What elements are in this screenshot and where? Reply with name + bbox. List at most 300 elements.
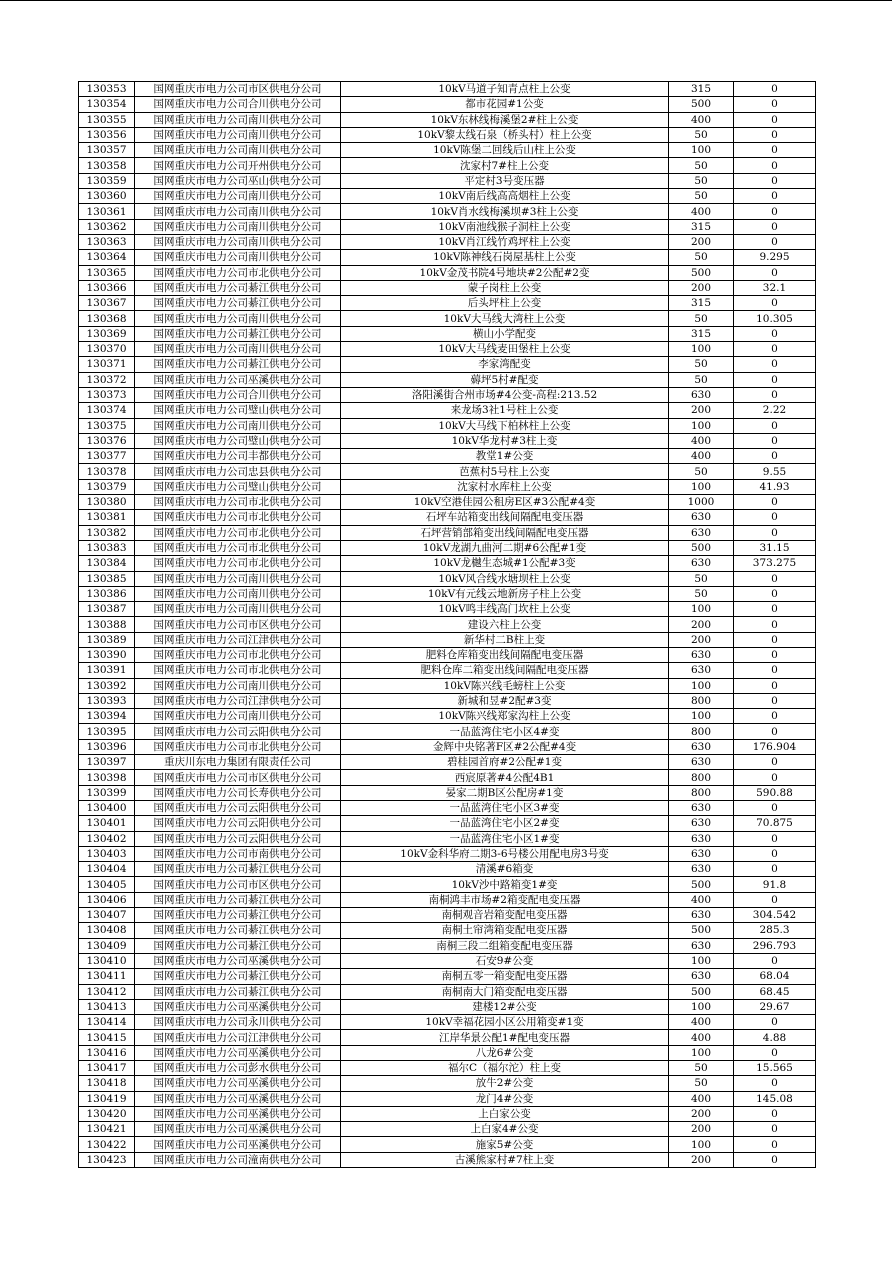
company-cell: 重庆川东电力集团有限责任公司 bbox=[135, 755, 341, 770]
row-id-cell: 130409 bbox=[79, 938, 135, 953]
row-id-cell: 130380 bbox=[79, 495, 135, 510]
value-cell: 0 bbox=[734, 219, 816, 234]
page-top-rule bbox=[0, 0, 892, 1]
transformer-name-cell: 八龙6#公变 bbox=[341, 1045, 669, 1060]
capacity-cell: 630 bbox=[669, 556, 734, 571]
row-id-cell: 130390 bbox=[79, 647, 135, 662]
company-cell: 国网重庆市电力公司巫溪供电分公司 bbox=[135, 372, 341, 387]
row-id-cell: 130419 bbox=[79, 1091, 135, 1106]
company-cell: 国网重庆市电力公司綦江供电分公司 bbox=[135, 938, 341, 953]
value-cell: 0 bbox=[734, 1152, 816, 1167]
table-row bbox=[79, 342, 816, 357]
value-cell: 2.22 bbox=[734, 403, 816, 418]
capacity-cell: 630 bbox=[669, 816, 734, 831]
transformer-name-cell: 石安9#公变 bbox=[341, 953, 669, 968]
company-cell: 国网重庆市电力公司巫溪供电分公司 bbox=[135, 1076, 341, 1091]
row-id-cell: 130360 bbox=[79, 189, 135, 204]
capacity-cell: 100 bbox=[669, 342, 734, 357]
table-row bbox=[79, 693, 816, 708]
row-id-cell: 130353 bbox=[79, 82, 135, 97]
transformer-name-cell: 10kV幸福花园小区公用箱变#1变 bbox=[341, 1015, 669, 1030]
company-cell: 国网重庆市电力公司巫溪供电分公司 bbox=[135, 1045, 341, 1060]
capacity-cell: 100 bbox=[669, 999, 734, 1014]
company-cell: 国网重庆市电力公司云阳供电分公司 bbox=[135, 831, 341, 846]
value-cell: 0 bbox=[734, 296, 816, 311]
row-id-cell: 130421 bbox=[79, 1122, 135, 1137]
capacity-cell: 630 bbox=[669, 755, 734, 770]
capacity-cell: 800 bbox=[669, 693, 734, 708]
row-id-cell: 130363 bbox=[79, 234, 135, 249]
value-cell: 0 bbox=[734, 97, 816, 112]
transformer-name-cell: 龙门4#公变 bbox=[341, 1091, 669, 1106]
company-cell: 国网重庆市电力公司巫溪供电分公司 bbox=[135, 1137, 341, 1152]
table-row bbox=[79, 632, 816, 647]
transformer-name-cell: 10kV鸣丰线高门坎柱上公变 bbox=[341, 602, 669, 617]
capacity-cell: 100 bbox=[669, 1137, 734, 1152]
company-cell: 国网重庆市电力公司南川供电分公司 bbox=[135, 602, 341, 617]
value-cell: 0 bbox=[734, 1122, 816, 1137]
value-cell: 0 bbox=[734, 678, 816, 693]
table-row bbox=[79, 495, 816, 510]
row-id-cell: 130355 bbox=[79, 112, 135, 127]
value-cell: 0 bbox=[734, 234, 816, 249]
table-row bbox=[79, 326, 816, 341]
row-id-cell: 130422 bbox=[79, 1137, 135, 1152]
table-row bbox=[79, 1015, 816, 1030]
value-cell: 0 bbox=[734, 571, 816, 586]
value-cell: 68.04 bbox=[734, 969, 816, 984]
company-cell: 国网重庆市电力公司巫溪供电分公司 bbox=[135, 1091, 341, 1106]
company-cell: 国网重庆市电力公司市北供电分公司 bbox=[135, 739, 341, 754]
capacity-cell: 400 bbox=[669, 112, 734, 127]
row-id-cell: 130396 bbox=[79, 739, 135, 754]
transformer-name-cell: 新城和昱#2配#3变 bbox=[341, 693, 669, 708]
table-row bbox=[79, 770, 816, 785]
transformer-name-cell: 来龙场3社1号柱上公变 bbox=[341, 403, 669, 418]
capacity-cell: 100 bbox=[669, 1045, 734, 1060]
value-cell: 0 bbox=[734, 617, 816, 632]
row-id-cell: 130365 bbox=[79, 265, 135, 280]
company-cell: 国网重庆市电力公司綦江供电分公司 bbox=[135, 908, 341, 923]
value-cell: 0 bbox=[734, 372, 816, 387]
row-id-cell: 130383 bbox=[79, 540, 135, 555]
company-cell: 国网重庆市电力公司南川供电分公司 bbox=[135, 571, 341, 586]
row-id-cell: 130406 bbox=[79, 892, 135, 907]
value-cell: 9.55 bbox=[734, 464, 816, 479]
transformer-name-cell: 平定村3号变压器 bbox=[341, 173, 669, 188]
value-cell: 590.88 bbox=[734, 785, 816, 800]
table-row bbox=[79, 189, 816, 204]
company-cell: 国网重庆市电力公司綦江供电分公司 bbox=[135, 969, 341, 984]
row-id-cell: 130391 bbox=[79, 663, 135, 678]
transformer-name-cell: 10kV陈兴线郑家沟柱上公变 bbox=[341, 709, 669, 724]
table-row bbox=[79, 709, 816, 724]
transformer-name-cell: 10kV陈神线石岗屋基柱上公变 bbox=[341, 250, 669, 265]
capacity-cell: 315 bbox=[669, 219, 734, 234]
table-row bbox=[79, 923, 816, 938]
value-cell: 0 bbox=[734, 724, 816, 739]
table-row bbox=[79, 296, 816, 311]
row-id-cell: 130356 bbox=[79, 127, 135, 142]
company-cell: 国网重庆市电力公司巫溪供电分公司 bbox=[135, 953, 341, 968]
value-cell: 0 bbox=[734, 1106, 816, 1121]
row-id-cell: 130371 bbox=[79, 357, 135, 372]
table-row bbox=[79, 280, 816, 295]
capacity-cell: 630 bbox=[669, 831, 734, 846]
capacity-cell: 630 bbox=[669, 938, 734, 953]
table-row bbox=[79, 418, 816, 433]
company-cell: 国网重庆市电力公司市北供电分公司 bbox=[135, 647, 341, 662]
company-cell: 国网重庆市电力公司南川供电分公司 bbox=[135, 418, 341, 433]
table-row bbox=[79, 755, 816, 770]
transformer-name-cell: 一品蓝湾住宅小区3#变 bbox=[341, 800, 669, 815]
transformer-name-cell: 古溪熊家村#7柱上变 bbox=[341, 1152, 669, 1167]
row-id-cell: 130410 bbox=[79, 953, 135, 968]
capacity-cell: 315 bbox=[669, 296, 734, 311]
table-row bbox=[79, 540, 816, 555]
transformer-name-cell: 10kV龙樾生态城#1公配#3变 bbox=[341, 556, 669, 571]
capacity-cell: 630 bbox=[669, 663, 734, 678]
table-row bbox=[79, 357, 816, 372]
company-cell: 国网重庆市电力公司巫溪供电分公司 bbox=[135, 999, 341, 1014]
row-id-cell: 130395 bbox=[79, 724, 135, 739]
transformer-name-cell: 10kV肖水线梅溪坝#3柱上公变 bbox=[341, 204, 669, 219]
table-row bbox=[79, 571, 816, 586]
table-row bbox=[79, 877, 816, 892]
transformer-name-cell: 西宸原著#4公配4B1 bbox=[341, 770, 669, 785]
value-cell: 0 bbox=[734, 495, 816, 510]
transformer-name-cell: 教堂1#公变 bbox=[341, 449, 669, 464]
table-row bbox=[79, 999, 816, 1014]
capacity-cell: 630 bbox=[669, 525, 734, 540]
table-row bbox=[79, 1045, 816, 1060]
value-cell: 0 bbox=[734, 189, 816, 204]
table-row bbox=[79, 602, 816, 617]
table-row bbox=[79, 158, 816, 173]
value-cell: 0 bbox=[734, 433, 816, 448]
row-id-cell: 130414 bbox=[79, 1015, 135, 1030]
row-id-cell: 130417 bbox=[79, 1061, 135, 1076]
row-id-cell: 130382 bbox=[79, 525, 135, 540]
row-id-cell: 130408 bbox=[79, 923, 135, 938]
transformer-name-cell: 10kV有元线云地新房子柱上公变 bbox=[341, 586, 669, 601]
row-id-cell: 130392 bbox=[79, 678, 135, 693]
company-cell: 国网重庆市电力公司璧山供电分公司 bbox=[135, 479, 341, 494]
table-row bbox=[79, 938, 816, 953]
capacity-cell: 50 bbox=[669, 250, 734, 265]
transformer-name-cell: 10kV龙湖九曲河二期#6公配#1变 bbox=[341, 540, 669, 555]
transformer-name-cell: 横山小学配变 bbox=[341, 326, 669, 341]
value-cell: 10.305 bbox=[734, 311, 816, 326]
company-cell: 国网重庆市电力公司市北供电分公司 bbox=[135, 556, 341, 571]
value-cell: 304.542 bbox=[734, 908, 816, 923]
transformer-name-cell: 石坪车站箱变出线间隔配电变压器 bbox=[341, 510, 669, 525]
transformer-name-cell: 10kV金茂书院4号地块#2公配#2变 bbox=[341, 265, 669, 280]
table-row bbox=[79, 862, 816, 877]
capacity-cell: 100 bbox=[669, 709, 734, 724]
transformer-name-cell: 建设六柱上公变 bbox=[341, 617, 669, 632]
value-cell: 31.15 bbox=[734, 540, 816, 555]
table-row bbox=[79, 556, 816, 571]
value-cell: 15.565 bbox=[734, 1061, 816, 1076]
value-cell: 68.45 bbox=[734, 984, 816, 999]
row-id-cell: 130397 bbox=[79, 755, 135, 770]
row-id-cell: 130374 bbox=[79, 403, 135, 418]
value-cell: 0 bbox=[734, 602, 816, 617]
value-cell: 0 bbox=[734, 709, 816, 724]
table-row bbox=[79, 82, 816, 97]
company-cell: 国网重庆市电力公司南川供电分公司 bbox=[135, 127, 341, 142]
transformer-name-cell: 10kV大马线麦田堡柱上公变 bbox=[341, 342, 669, 357]
row-id-cell: 130423 bbox=[79, 1152, 135, 1167]
value-cell: 0 bbox=[734, 112, 816, 127]
value-cell: 176.904 bbox=[734, 739, 816, 754]
company-cell: 国网重庆市电力公司綦江供电分公司 bbox=[135, 923, 341, 938]
company-cell: 国网重庆市电力公司市区供电分公司 bbox=[135, 770, 341, 785]
transformer-name-cell: 金辉中央铭著F区#2公配#4变 bbox=[341, 739, 669, 754]
table-row bbox=[79, 143, 816, 158]
capacity-cell: 100 bbox=[669, 479, 734, 494]
company-cell: 国网重庆市电力公司璧山供电分公司 bbox=[135, 403, 341, 418]
row-id-cell: 130369 bbox=[79, 326, 135, 341]
transformer-name-cell: 10kV华龙村#3柱上变 bbox=[341, 433, 669, 448]
value-cell: 0 bbox=[734, 831, 816, 846]
table-row bbox=[79, 525, 816, 540]
row-id-cell: 130398 bbox=[79, 770, 135, 785]
transformer-name-cell: 南桐五零一箱变配电变压器 bbox=[341, 969, 669, 984]
transformer-name-cell: 10kV陈兴线毛螃柱上公变 bbox=[341, 678, 669, 693]
transformer-name-cell: 都市花园#1公变 bbox=[341, 97, 669, 112]
company-cell: 国网重庆市电力公司市北供电分公司 bbox=[135, 265, 341, 280]
company-cell: 国网重庆市电力公司合川供电分公司 bbox=[135, 387, 341, 402]
company-cell: 国网重庆市电力公司云阳供电分公司 bbox=[135, 816, 341, 831]
table-row bbox=[79, 908, 816, 923]
table-row bbox=[79, 173, 816, 188]
company-cell: 国网重庆市电力公司合川供电分公司 bbox=[135, 97, 341, 112]
capacity-cell: 200 bbox=[669, 1152, 734, 1167]
transformer-name-cell: 一品蓝湾住宅小区2#变 bbox=[341, 816, 669, 831]
transformer-name-cell: 10kV南后线高高烟柱上公变 bbox=[341, 189, 669, 204]
table-row bbox=[79, 800, 816, 815]
company-cell: 国网重庆市电力公司綦江供电分公司 bbox=[135, 984, 341, 999]
transformer-name-cell: 上白家公变 bbox=[341, 1106, 669, 1121]
capacity-cell: 630 bbox=[669, 647, 734, 662]
transformer-name-cell: 肥料仓库箱变出线间隔配电变压器 bbox=[341, 647, 669, 662]
table-row bbox=[79, 311, 816, 326]
transformer-name-cell: 建楼12#公变 bbox=[341, 999, 669, 1014]
table-row bbox=[79, 586, 816, 601]
value-cell: 0 bbox=[734, 586, 816, 601]
row-id-cell: 130401 bbox=[79, 816, 135, 831]
row-id-cell: 130381 bbox=[79, 510, 135, 525]
table-row bbox=[79, 387, 816, 402]
company-cell: 国网重庆市电力公司南川供电分公司 bbox=[135, 189, 341, 204]
value-cell: 29.67 bbox=[734, 999, 816, 1014]
value-cell: 373.275 bbox=[734, 556, 816, 571]
transformer-name-cell: 李家湾配变 bbox=[341, 357, 669, 372]
transformer-name-cell: 放牛2#公变 bbox=[341, 1076, 669, 1091]
value-cell: 0 bbox=[734, 387, 816, 402]
table-row bbox=[79, 234, 816, 249]
value-cell: 0 bbox=[734, 647, 816, 662]
transformer-name-cell: 10kV空港佳园公租房E区#3公配#4变 bbox=[341, 495, 669, 510]
company-cell: 国网重庆市电力公司丰都供电分公司 bbox=[135, 449, 341, 464]
transformer-name-cell: 10kV金科华府二期3-6号楼公用配电房3号变 bbox=[341, 846, 669, 861]
row-id-cell: 130413 bbox=[79, 999, 135, 1014]
company-cell: 国网重庆市电力公司忠县供电分公司 bbox=[135, 464, 341, 479]
value-cell: 0 bbox=[734, 846, 816, 861]
table-row bbox=[79, 1076, 816, 1091]
capacity-cell: 100 bbox=[669, 418, 734, 433]
value-cell: 296.793 bbox=[734, 938, 816, 953]
table-row bbox=[79, 739, 816, 754]
value-cell: 0 bbox=[734, 1137, 816, 1152]
transformer-name-cell: 10kV黎太线石泉（桥头村）柱上公变 bbox=[341, 127, 669, 142]
capacity-cell: 50 bbox=[669, 311, 734, 326]
row-id-cell: 130379 bbox=[79, 479, 135, 494]
row-id-cell: 130415 bbox=[79, 1030, 135, 1045]
value-cell: 91.8 bbox=[734, 877, 816, 892]
transformer-name-cell: 上白家4#公变 bbox=[341, 1122, 669, 1137]
transformer-name-cell: 10kV马道子知青点柱上公变 bbox=[341, 82, 669, 97]
row-id-cell: 130368 bbox=[79, 311, 135, 326]
value-cell: 9.295 bbox=[734, 250, 816, 265]
table-row bbox=[79, 479, 816, 494]
capacity-cell: 50 bbox=[669, 586, 734, 601]
table-row bbox=[79, 372, 816, 387]
value-cell: 70.875 bbox=[734, 816, 816, 831]
company-cell: 国网重庆市电力公司南川供电分公司 bbox=[135, 586, 341, 601]
table-row bbox=[79, 97, 816, 112]
company-cell: 国网重庆市电力公司江津供电分公司 bbox=[135, 632, 341, 647]
row-id-cell: 130418 bbox=[79, 1076, 135, 1091]
value-cell: 0 bbox=[734, 632, 816, 647]
company-cell: 国网重庆市电力公司市区供电分公司 bbox=[135, 82, 341, 97]
transformer-name-cell: 南桐观音岩箱变配电变压器 bbox=[341, 908, 669, 923]
table-row bbox=[79, 1091, 816, 1106]
row-id-cell: 130375 bbox=[79, 418, 135, 433]
table-row bbox=[79, 219, 816, 234]
value-cell: 41.93 bbox=[734, 479, 816, 494]
value-cell: 0 bbox=[734, 418, 816, 433]
row-id-cell: 130367 bbox=[79, 296, 135, 311]
transformer-name-cell: 10kV大马线下柏林柱上公变 bbox=[341, 418, 669, 433]
capacity-cell: 200 bbox=[669, 234, 734, 249]
company-cell: 国网重庆市电力公司璧山供电分公司 bbox=[135, 433, 341, 448]
transformer-name-cell: 南桐三段二组箱变配电变压器 bbox=[341, 938, 669, 953]
company-cell: 国网重庆市电力公司綦江供电分公司 bbox=[135, 280, 341, 295]
capacity-cell: 500 bbox=[669, 923, 734, 938]
table-row bbox=[79, 969, 816, 984]
table-row bbox=[79, 892, 816, 907]
value-cell: 0 bbox=[734, 342, 816, 357]
table-row bbox=[79, 1061, 816, 1076]
row-id-cell: 130359 bbox=[79, 173, 135, 188]
company-cell: 国网重庆市电力公司綦江供电分公司 bbox=[135, 862, 341, 877]
value-cell: 0 bbox=[734, 158, 816, 173]
capacity-cell: 50 bbox=[669, 372, 734, 387]
capacity-cell: 50 bbox=[669, 357, 734, 372]
company-cell: 国网重庆市电力公司南川供电分公司 bbox=[135, 112, 341, 127]
capacity-cell: 200 bbox=[669, 403, 734, 418]
transformer-name-cell: 清溪#6箱变 bbox=[341, 862, 669, 877]
capacity-cell: 50 bbox=[669, 1061, 734, 1076]
company-cell: 国网重庆市电力公司市南供电分公司 bbox=[135, 846, 341, 861]
value-cell: 0 bbox=[734, 357, 816, 372]
row-id-cell: 130402 bbox=[79, 831, 135, 846]
capacity-cell: 800 bbox=[669, 770, 734, 785]
row-id-cell: 130388 bbox=[79, 617, 135, 632]
table-row bbox=[79, 127, 816, 142]
transformer-name-cell: 后头坪柱上公变 bbox=[341, 296, 669, 311]
value-cell: 0 bbox=[734, 770, 816, 785]
row-id-cell: 130411 bbox=[79, 969, 135, 984]
capacity-cell: 50 bbox=[669, 127, 734, 142]
row-id-cell: 130354 bbox=[79, 97, 135, 112]
capacity-cell: 100 bbox=[669, 602, 734, 617]
company-cell: 国网重庆市电力公司江津供电分公司 bbox=[135, 693, 341, 708]
capacity-cell: 200 bbox=[669, 1122, 734, 1137]
table-row bbox=[79, 617, 816, 632]
company-cell: 国网重庆市电力公司长寿供电分公司 bbox=[135, 785, 341, 800]
row-id-cell: 130412 bbox=[79, 984, 135, 999]
transformer-name-cell: 10kV肖江线竹鸡坪柱上公变 bbox=[341, 234, 669, 249]
company-cell: 国网重庆市电力公司市北供电分公司 bbox=[135, 495, 341, 510]
capacity-cell: 500 bbox=[669, 97, 734, 112]
table-row bbox=[79, 678, 816, 693]
value-cell: 0 bbox=[734, 953, 816, 968]
row-id-cell: 130373 bbox=[79, 387, 135, 402]
row-id-cell: 130405 bbox=[79, 877, 135, 892]
transformer-name-cell: 薅坪5村#配变 bbox=[341, 372, 669, 387]
capacity-cell: 630 bbox=[669, 387, 734, 402]
value-cell: 0 bbox=[734, 693, 816, 708]
value-cell: 0 bbox=[734, 127, 816, 142]
value-cell: 0 bbox=[734, 265, 816, 280]
transformer-name-cell: 10kV东林线梅溪堡2#柱上公变 bbox=[341, 112, 669, 127]
transformer-name-cell: 沈家村水库柱上公变 bbox=[341, 479, 669, 494]
transformer-name-cell: 新华村二B柱上变 bbox=[341, 632, 669, 647]
value-cell: 0 bbox=[734, 663, 816, 678]
row-id-cell: 130389 bbox=[79, 632, 135, 647]
table-row bbox=[79, 1152, 816, 1167]
row-id-cell: 130372 bbox=[79, 372, 135, 387]
company-cell: 国网重庆市电力公司彭水供电分公司 bbox=[135, 1061, 341, 1076]
row-id-cell: 130399 bbox=[79, 785, 135, 800]
row-id-cell: 130361 bbox=[79, 204, 135, 219]
value-cell: 32.1 bbox=[734, 280, 816, 295]
company-cell: 国网重庆市电力公司市北供电分公司 bbox=[135, 540, 341, 555]
company-cell: 国网重庆市电力公司南川供电分公司 bbox=[135, 342, 341, 357]
row-id-cell: 130362 bbox=[79, 219, 135, 234]
transformer-name-cell: 洛阳溪街合州市场#4公变-高程:213.52 bbox=[341, 387, 669, 402]
capacity-cell: 630 bbox=[669, 739, 734, 754]
capacity-cell: 200 bbox=[669, 617, 734, 632]
capacity-cell: 630 bbox=[669, 846, 734, 861]
capacity-cell: 400 bbox=[669, 892, 734, 907]
transformer-name-cell: 10kV沙中路箱变1#变 bbox=[341, 877, 669, 892]
value-cell: 4.88 bbox=[734, 1030, 816, 1045]
table-row bbox=[79, 449, 816, 464]
table-row bbox=[79, 250, 816, 265]
transformer-name-cell: 沈家村7#柱上公变 bbox=[341, 158, 669, 173]
table-row bbox=[79, 663, 816, 678]
company-cell: 国网重庆市电力公司南川供电分公司 bbox=[135, 311, 341, 326]
value-cell: 0 bbox=[734, 204, 816, 219]
company-cell: 国网重庆市电力公司南川供电分公司 bbox=[135, 250, 341, 265]
row-id-cell: 130387 bbox=[79, 602, 135, 617]
value-cell: 0 bbox=[734, 1076, 816, 1091]
